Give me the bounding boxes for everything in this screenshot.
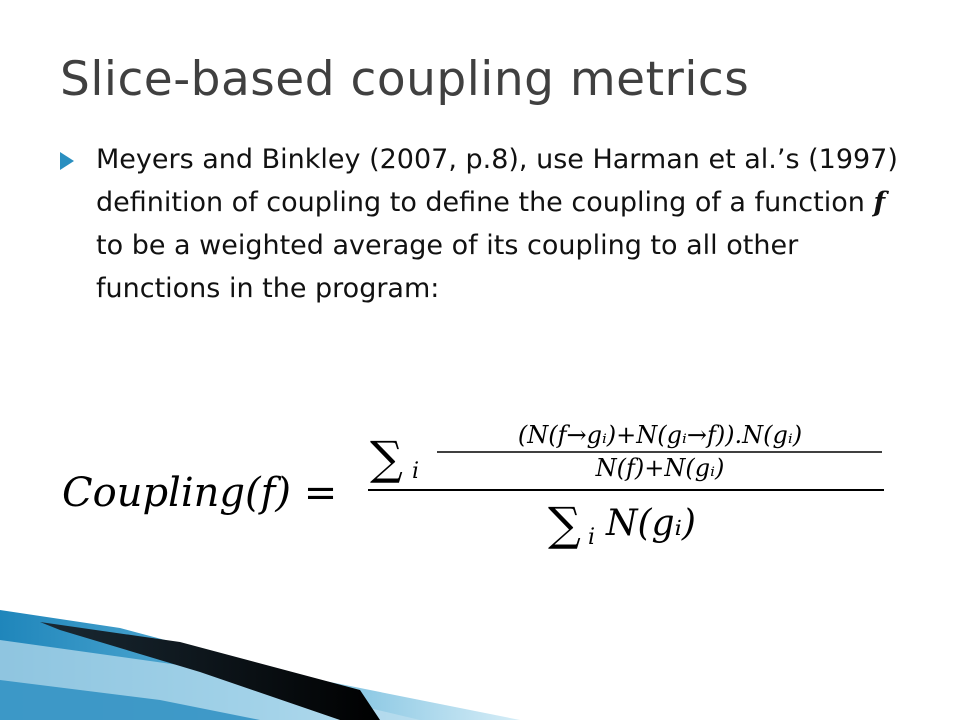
function-variable: f	[873, 187, 886, 218]
formula-inner-denominator: N(f)+N(gᵢ)	[595, 454, 725, 482]
body-text-before: Meyers and Binkley (2007, p.8), use Harman et al.’s (1997) definition of coupling to define the coupling of a function	[96, 144, 898, 218]
formula-sum-bottom-sub: i	[588, 525, 596, 550]
formula-outer-denominator: N(gᵢ)	[606, 503, 696, 544]
formula-sum-bottom: ∑	[548, 497, 581, 551]
formula-inner-numerator: (N(f→gᵢ)+N(gᵢ→f)).N(gᵢ)	[517, 421, 803, 449]
formula-sum-top-sub: i	[412, 459, 420, 484]
slide-title: Slice-based coupling metrics	[60, 52, 750, 107]
formula-sum-top: ∑	[370, 431, 403, 485]
body-text-after: to be a weighted average of its coupling to all other functions in the program:	[96, 230, 799, 304]
formula-lhs: Coupling(f) =	[62, 470, 338, 516]
